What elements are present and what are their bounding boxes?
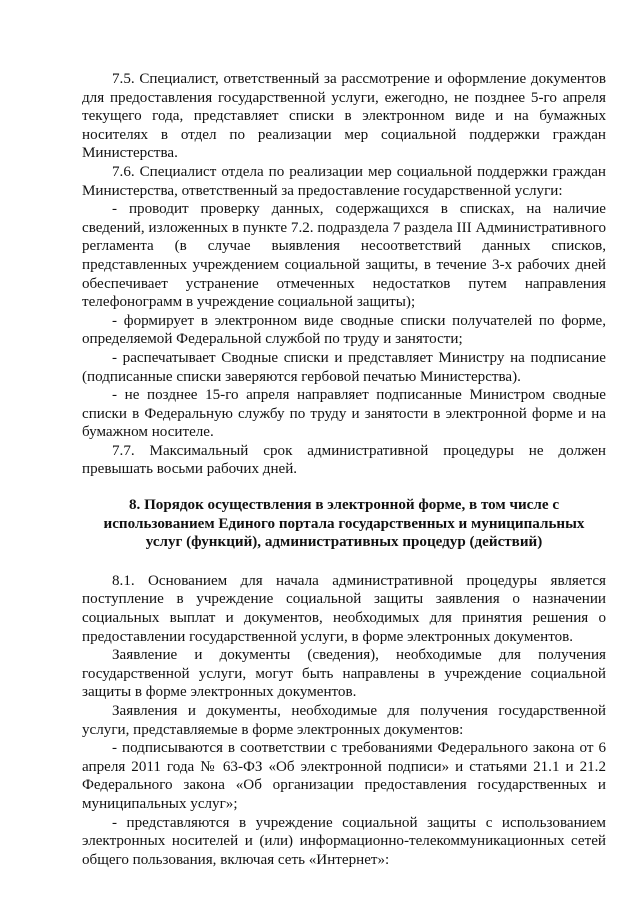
paragraph-electronic-documents: Заявления и документы, необходимые для получения государственной услуги, представляемые в форме электронных документов:	[82, 703, 606, 738]
list-item-send-lists: - не позднее 15-го апреля направляет подписанные Министром сводные списки в Федеральную службу по труду и занятости в электронной форме и на бумажном носителе.	[82, 387, 606, 441]
list-item-print-lists: - распечатывает Сводные списки и представляет Министру на подписание (подписанные списки заверяются гербовой печатью Министерства).	[82, 349, 606, 385]
paragraph-application-documents: Заявление и документы (сведения), необходимые для получения государственной услуги, могут быть направлены в учреждение социальной защиты в форме электронных документов.	[82, 647, 606, 701]
paragraph-7-7: 7.7. Максимальный срок административной процедуры не должен превышать восьми рабочих дней.	[82, 442, 606, 478]
paragraph-7-5: 7.5. Специалист, ответственный за рассмотрение и оформление документов для предоставления государственной услуги, ежегодно, не позднее 5-го апреля текущего года, представляет списки в электронном виде и на бумажных носителях в отдел по реализации мер социальной поддержки граждан Министерства.	[82, 71, 606, 162]
list-item-submitted: - представляются в учреждение социальной защиты с использованием электронных носителей и (или) информационно-телекоммуникационных сетей общего пользования, включая сеть «Интернет»:	[82, 814, 606, 868]
list-item-form-lists: - формирует в электронном виде сводные списки получателей по форме, определяемой Федеральной службой по труду и занятости;	[82, 312, 606, 348]
document-page	[82, 70, 606, 869]
paragraph-8-1: 8.1. Основанием для начала административной процедуры является поступление в учреждение социальной защиты заявления о назначении социальных выплат и документов, необходимых для принятия решения о предоставлении государственной услуги, в форме электронных документов.	[82, 572, 606, 645]
paragraph-7-6: 7.6. Специалист отдела по реализации мер социальной поддержки граждан Министерства, ответственный за предоставление государственной услуги:	[82, 163, 606, 199]
section-heading: 8. Порядок осуществления в электронной форме, в том числе с использованием Единого портала государственных и муниципальных услуг (функций), административных процедур (действий)	[103, 497, 585, 551]
list-item-check-data: - проводит проверку данных, содержащихся в списках, на наличие сведений, изложенных в пункте 7.2. подраздела 7 раздела III Административного регламента (в случае выявления несоответствий данных списков, представленных учреждением социальной защиты, в течение 3-х рабочих дней обеспечивает устранение отмеченных недостатков путем направления телефонограмм в учреждение социальной защиты);	[82, 201, 606, 311]
list-item-signed: - подписываются в соответствии с требованиями Федерального закона от 6 апреля 2011 года № 63-ФЗ «Об электронной подписи» и статьями 21.1 и 21.2 Федерального закона «Об организации предоставления государственных и муниципальных услуг»;	[82, 740, 606, 812]
